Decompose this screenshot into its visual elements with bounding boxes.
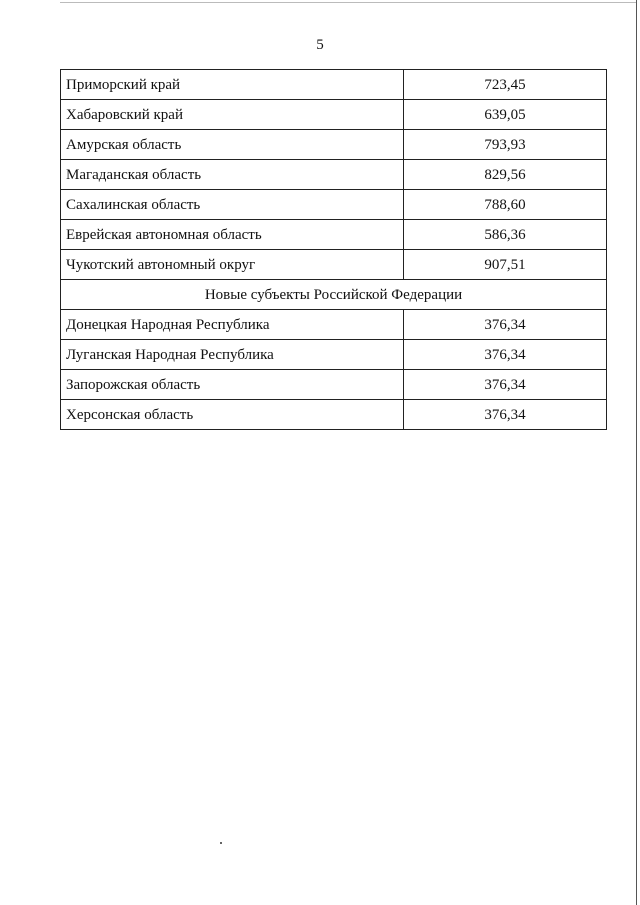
region-name: Амурская область [61, 130, 404, 160]
region-name: Приморский край [61, 70, 404, 100]
region-name: Хабаровский край [61, 100, 404, 130]
stray-dot [220, 842, 222, 844]
section-row [61, 280, 607, 310]
table-row [61, 100, 607, 130]
table-row [61, 340, 607, 370]
region-name: Херсонская область [61, 400, 404, 430]
section-heading: Новые субъекты Российской Федерации [61, 280, 607, 310]
region-name: Магаданская область [61, 160, 404, 190]
region-value: 376,34 [404, 310, 607, 340]
region-name: Запорожская область [61, 370, 404, 400]
table-row [61, 220, 607, 250]
region-value: 907,51 [404, 250, 607, 280]
region-value: 586,36 [404, 220, 607, 250]
region-value: 376,34 [404, 400, 607, 430]
region-value: 376,34 [404, 340, 607, 370]
region-value: 793,93 [404, 130, 607, 160]
table-row [61, 190, 607, 220]
table-row [61, 250, 607, 280]
region-value: 723,45 [404, 70, 607, 100]
table-row [61, 310, 607, 340]
page-right-edge [636, 0, 637, 905]
region-name: Чукотский автономный округ [61, 250, 404, 280]
region-value: 829,56 [404, 160, 607, 190]
table-row [61, 130, 607, 160]
region-name: Сахалинская область [61, 190, 404, 220]
table-row [61, 370, 607, 400]
region-value: 788,60 [404, 190, 607, 220]
region-name: Донецкая Народная Республика [61, 310, 404, 340]
region-name: Луганская Народная Республика [61, 340, 404, 370]
table-row [61, 70, 607, 100]
table-row [61, 160, 607, 190]
table-row [61, 400, 607, 430]
region-name: Еврейская автономная область [61, 220, 404, 250]
regions-table [60, 69, 607, 430]
page-top-edge [60, 2, 636, 3]
region-value: 376,34 [404, 370, 607, 400]
region-value: 639,05 [404, 100, 607, 130]
page-number: 5 [316, 37, 324, 53]
